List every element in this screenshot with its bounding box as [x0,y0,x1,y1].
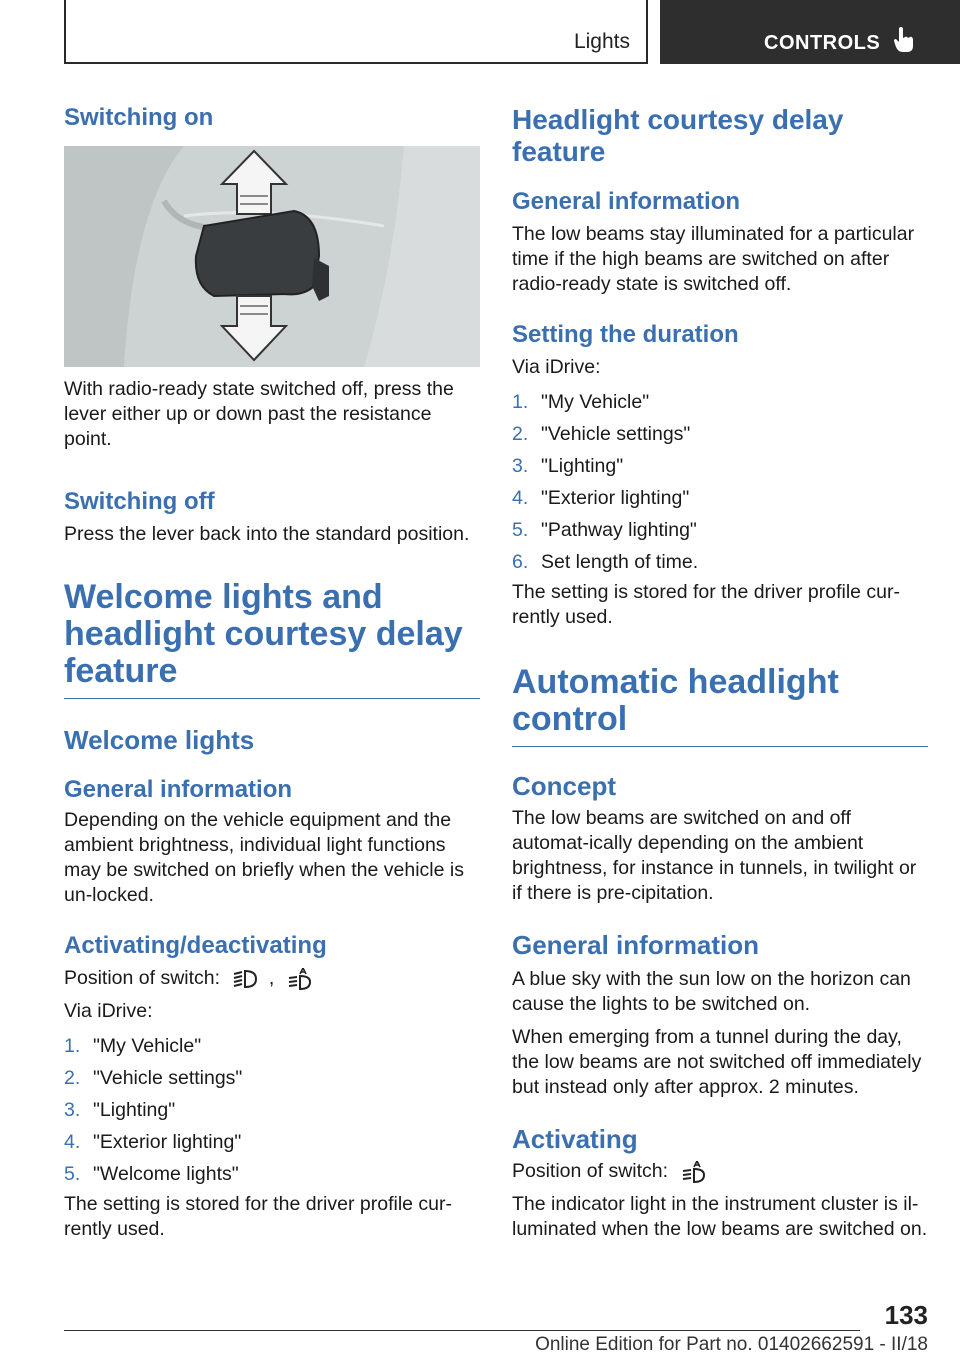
courtesy-general-heading: General information [512,188,741,215]
activating-heading: Activating [512,1124,638,1154]
list-item: 4. "Exterior lighting" [64,1131,242,1153]
welcome-via-idrive: Via iDrive: [64,1000,153,1022]
welcome-section-heading: Welcome lights and headlight courtesy delay feature [64,579,480,699]
low-beam-icon [232,968,258,990]
auto-general-text-1: A blue sky with the sun low on the horizon can cause the lights to be switched on. [512,968,911,1015]
list-item: 4. "Exterior lighting" [512,487,690,509]
right-column [512,96,928,1242]
switch-position-label: Position of switch: [64,967,221,989]
footer-divider [64,1330,860,1331]
courtesy-via-idrive: Via iDrive: [512,356,601,378]
auto-headlight-icon [286,968,312,990]
list-item: 2. "Vehicle settings" [64,1067,243,1089]
list-item: 1. "My Vehicle" [512,391,650,413]
setting-duration-heading: Setting the duration [512,321,739,348]
list-item: 6. Set length of time. [512,551,699,573]
concept-text: The low beams are switched on and off automat-ically depending on the ambient brightness, for instance in tunnels, in twilight or if there is pre-cipitation. [512,807,917,904]
auto-switch-position-label: Position of switch: [512,1160,669,1182]
courtesy-general-text: The low beams stay illuminated for a particular time if the high beams are switched on after radio-ready state is switched off. [512,223,915,295]
courtesy-heading: Headlight courtesy delay feature [512,104,844,167]
auto-headlight-heading: Automatic headlight control [512,664,928,747]
chapter-tab [660,0,960,64]
page-number: 133 [884,1300,928,1330]
header-section-box [64,0,648,64]
lever-diagram-icon [64,146,480,367]
list-item: 5. "Welcome lights" [64,1163,239,1185]
list-item: 3. "Lighting" [512,455,624,477]
left-column [64,96,480,1242]
chapter-title: CONTROLS [764,32,881,54]
list-item: 5. "Pathway lighting" [512,519,697,541]
pointing-hand-icon [892,26,916,54]
list-item: 1. "My Vehicle" [64,1035,202,1057]
list-item: 2. "Vehicle settings" [512,423,691,445]
welcome-lights-heading: Welcome lights [64,725,255,755]
courtesy-steps-list [512,386,928,578]
auto-switch-position-line [512,1159,928,1184]
switching-off-heading: Switching off [64,488,215,515]
footer-edition: Online Edition for Part no. 01402662591 - II/18 [535,1334,928,1355]
welcome-steps-list [64,1030,480,1190]
courtesy-stored-text: The setting is stored for the driver profile cur-rently used. [512,581,900,628]
switching-on-text: With radio-ready state switched off, press the lever either up or down past the resistance point. [64,378,454,450]
lever-illustration [64,146,480,367]
switch-separator: , [268,967,275,989]
auto-general-heading: General information [512,930,760,960]
list-item: 3. "Lighting" [64,1099,176,1121]
concept-heading: Concept [512,771,616,801]
indicator-text: The indicator light in the instrument cluster is il-luminated when the low beams are switched on. [512,1193,928,1240]
activating-deactivating-heading: Activating/deactivating [64,932,327,959]
switch-position-line [64,966,480,991]
section-title: Lights [573,30,630,53]
switching-on-heading: Switching on [64,104,214,131]
auto-general-text-2: When emerging from a tunnel during the day, the low beams are not switched off immediately but instead only after approx. 2 minutes. [512,1026,922,1098]
welcome-general-heading: General information [64,776,293,803]
switching-off-text: Press the lever back into the standard position. [64,523,470,545]
welcome-stored-text: The setting is stored for the driver profile cur-rently used. [64,1193,452,1240]
welcome-general-text: Depending on the vehicle equipment and the ambient brightness, individual light functions may be switched on briefly when the vehicle is un-locked. [64,809,464,906]
auto-headlight-icon [680,1161,706,1183]
